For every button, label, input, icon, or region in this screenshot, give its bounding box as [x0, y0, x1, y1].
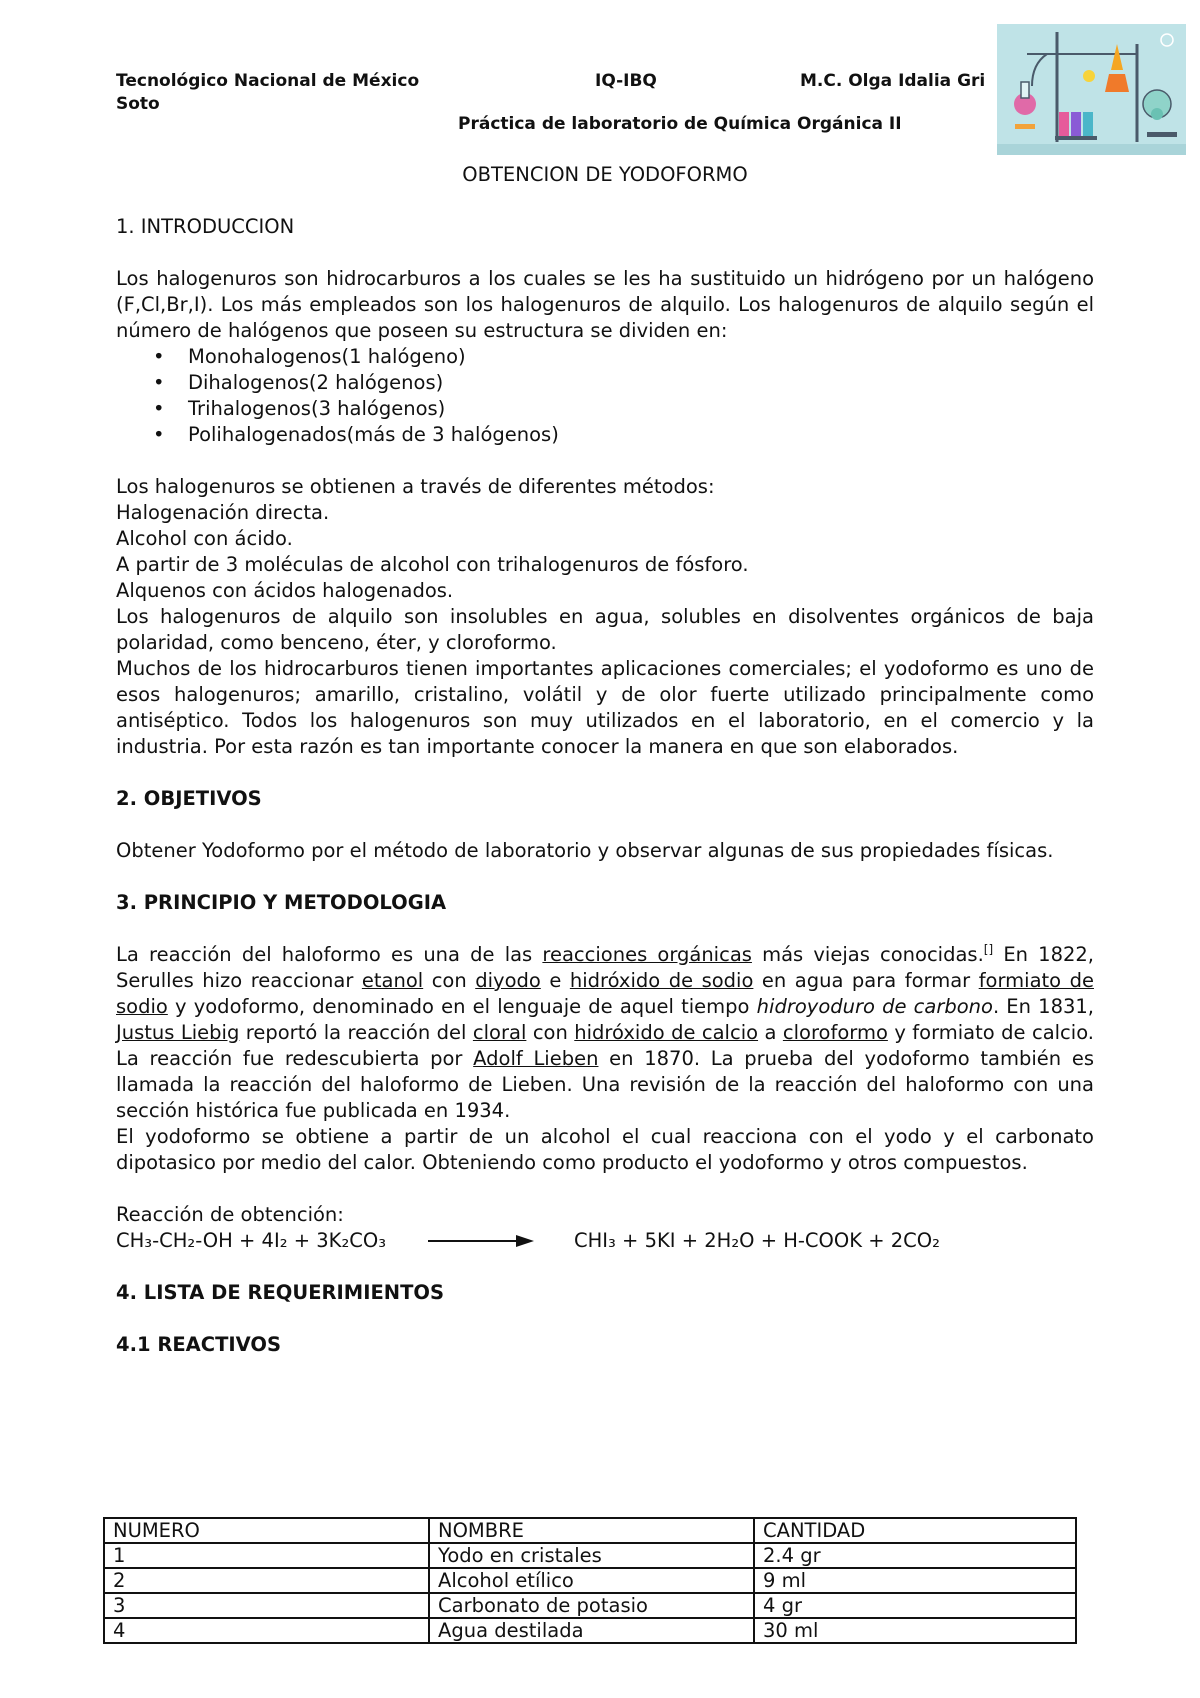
text-run: más viejas conocidas.	[751, 943, 984, 966]
table-cell: Agua destilada	[429, 1618, 754, 1643]
text-run: con	[423, 969, 476, 992]
text-run: reportó la reacción del	[239, 1021, 473, 1044]
link-diyodo[interactable]: diyodo	[475, 969, 541, 992]
header-professor: M.C. Olga Idalia Gri	[800, 71, 986, 91]
method-item: A partir de 3 moléculas de alcohol con trihalogenuros de fósforo.	[116, 553, 749, 576]
table-row	[104, 1543, 1076, 1568]
table-cell: 3	[104, 1593, 429, 1618]
halogen-classification-list	[116, 344, 1094, 448]
section-heading-objetivos: 2. OBJETIVOS	[116, 787, 262, 810]
link-formiato-de-sodio[interactable]: formiato de sodio	[116, 969, 1094, 1018]
solubility-paragraph: Los halogenuros de alquilo son insolubles en agua, solubles en disolventes orgánicos de baja polaridad, como benceno, éter, y cloroformo.	[116, 605, 1094, 654]
italic-term: hidroyoduro de carbono	[756, 995, 993, 1018]
table-cell: 30 ml	[754, 1618, 1076, 1643]
link-cloroformo[interactable]: cloroformo	[782, 1021, 888, 1044]
reaction-reactants: CH₃-CH₂-OH + 4I₂ + 3K₂CO₃	[116, 1229, 387, 1252]
method-paragraph: El yodoformo se obtiene a partir de un alcohol el cual reacciona con el yodo y el carbonato dipotasico por medio del calor. Obteniendo como producto el yodoformo y otros compuestos.	[116, 1125, 1094, 1174]
table-cell: 4	[104, 1618, 429, 1643]
table-cell: 9 ml	[754, 1568, 1076, 1593]
header-institution: Tecnológico Nacional de México	[116, 71, 420, 91]
header-professor-continued: Soto	[116, 94, 160, 114]
text-run: y yodoformo, denominado en el lenguaje de aquel tiempo	[167, 995, 757, 1018]
table-row	[104, 1593, 1076, 1618]
link-cloral[interactable]: cloral	[472, 1021, 527, 1044]
text-run: en agua para formar	[753, 969, 979, 992]
section-heading-requerimientos: 4. LISTA DE REQUERIMIENTOS	[116, 1281, 445, 1304]
text-run: En 1822, Serulles hizo reaccionar	[116, 943, 1094, 992]
reagents-table	[103, 1517, 1077, 1644]
link-hidroxido-de-sodio[interactable]: hidróxido de sodio	[569, 969, 754, 992]
section-heading-introduccion: 1. INTRODUCCION	[116, 215, 295, 238]
document-title: OBTENCION DE YODOFORMO	[462, 163, 748, 186]
reaction-label: Reacción de obtención:	[116, 1203, 344, 1226]
text-run: e	[540, 969, 570, 992]
table-cell: Carbonato de potasio	[429, 1593, 754, 1618]
list-item: • Polihalogenados(más de 3 halógenos)	[188, 422, 1094, 448]
link-reacciones-organicas[interactable]: reacciones orgánicas	[542, 943, 752, 966]
methods-intro: Los halogenuros se obtienen a través de diferentes métodos:	[116, 475, 715, 498]
link-etanol[interactable]: etanol	[361, 969, 424, 992]
header-program: IQ-IBQ	[595, 71, 657, 91]
objectives-paragraph: Obtener Yodoformo por el método de laboratorio y observar algunas de sus propiedades físicas.	[116, 839, 1054, 862]
list-item: • Monohalogenos(1 halógeno)	[188, 344, 1094, 370]
link-hidroxido-de-calcio[interactable]: hidróxido de calcio	[574, 1021, 759, 1044]
table-cell: 2	[104, 1568, 429, 1593]
reaction-equation	[116, 1228, 1094, 1254]
table-cell: 1	[104, 1543, 429, 1568]
section-heading-principio: 3. PRINCIPIO Y METODOLOGIA	[116, 891, 447, 914]
text-run: y formiato de calcio. La reacción fue redescubierta por	[116, 1021, 1094, 1070]
text-run: a	[758, 1021, 783, 1044]
lab-equipment-logo-icon	[997, 24, 1186, 155]
text-run: . En 1831,	[992, 995, 1094, 1018]
text-run: con	[526, 1021, 575, 1044]
document-body	[116, 162, 1094, 1358]
table-cell: 4 gr	[754, 1593, 1076, 1618]
method-item: Alcohol con ácido.	[116, 527, 293, 550]
link-adolf-lieben[interactable]: Adolf Lieben	[473, 1047, 599, 1070]
reaction-arrow-icon	[428, 1234, 534, 1248]
section-heading-reactivos: 4.1 REACTIVOS	[116, 1333, 281, 1356]
table-header-cell: CANTIDAD	[754, 1518, 1076, 1543]
table-row	[104, 1618, 1076, 1643]
method-item: Alquenos con ácidos halogenados.	[116, 579, 454, 602]
history-paragraph	[116, 942, 1094, 1124]
citation-ref[interactable]: []	[983, 942, 994, 957]
method-item: Halogenación directa.	[116, 501, 330, 524]
list-item: • Trihalogenos(3 halógenos)	[188, 396, 1094, 422]
table-row	[104, 1568, 1076, 1593]
table-cell: 2.4 gr	[754, 1543, 1076, 1568]
applications-paragraph: Muchos de los hidrocarburos tienen importantes aplicaciones comerciales; el yodoformo es uno de esos halogenuros; amarillo, cristalino, volátil y de olor fuerte utilizado principalmente como antiséptico. Todos los halogenuros son muy utilizados en el laboratorio, en el comercio y la industria. Por esta razón es tan importante conocer la manera en que son elaborados.	[116, 657, 1094, 758]
table-cell: Yodo en cristales	[429, 1543, 754, 1568]
table-cell: Alcohol etílico	[429, 1568, 754, 1593]
list-item: • Dihalogenos(2 halógenos)	[188, 370, 1094, 396]
text-run: La reacción del haloformo es una de las	[116, 943, 543, 966]
reaction-products: CHI₃ + 5KI + 2H₂O + H-COOK + 2CO₂	[574, 1229, 940, 1252]
table-header-cell: NUMERO	[104, 1518, 429, 1543]
header-practice-title: Práctica de laboratorio de Química Orgánica II	[458, 114, 902, 134]
table-header-row	[104, 1518, 1076, 1543]
link-justus-liebig[interactable]: Justus Liebig	[116, 1021, 240, 1044]
text-run: en 1870. La prueba del yodoformo también es llamada la reacción del haloformo de Lieben. Una revisión de la reacción del haloformo con una sección histórica fue publicada en 1934.	[116, 1047, 1094, 1122]
table-header-cell: NOMBRE	[429, 1518, 754, 1543]
intro-paragraph: Los halogenuros son hidrocarburos a los cuales se les ha sustituido un hidrógeno por un halógeno (F,Cl,Br,I). Los más empleados son los halogenuros de alquilo. Los halogenuros de alquilo según el número de halógenos que poseen su estructura se dividen en:	[116, 267, 1094, 342]
